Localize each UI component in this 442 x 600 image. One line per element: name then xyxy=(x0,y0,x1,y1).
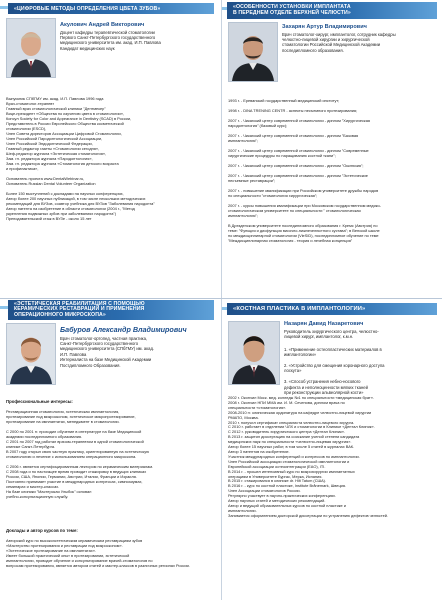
speaker-name: Акулович Андрей Викторович xyxy=(60,22,145,28)
speaker-photo xyxy=(6,18,56,78)
speaker-role: Врач стоматолог-ортопед, частная практика, Санкт-Петербургского государственного медицинского университета (СПбГМУ) им. акад. И.П. Павлова Интерналиста на базе Медицинской Академии Постдипломного Образования. xyxy=(60,335,155,368)
interests-text: Реставрационная стоматология, эстетическая имплантология, протезирование под микроскопом, эстетическое микропротезирование, протезирование на имплантатах, менеджмент в стоматологии. xyxy=(6,409,136,424)
banner-accent xyxy=(0,6,8,9)
topic-item: 3. «Способ устранения небно-носового дефекта и неполноценности мягких тканей при реконструкции альвеолярной кости» xyxy=(284,379,368,395)
topic-title: «ОСОБЕННОСТИ УСТАНОВКИ ИМПЛАНТАТА В ПЕРЕДНЕМ ОТДЕЛЕ ВЕРХНЕЙ ЧЕЛЮСТИ» xyxy=(233,3,351,16)
portrait-icon xyxy=(229,322,279,384)
topic-banner xyxy=(227,303,437,315)
speaker-photo xyxy=(6,323,56,385)
topic-list xyxy=(284,341,438,400)
portrait-icon xyxy=(229,23,277,81)
speaker-info xyxy=(60,22,216,51)
speaker-info xyxy=(284,321,438,401)
speaker-bio: 1993 г. - Ереванский государственный медицинский институт; 1998 г. - DINA TRENING CENTR - аспекты несъемного протезирования; 2007 г. - Чикагский центр современной стоматологии - диплом "Хирургическая пародонтология" (базовый курс); 2007 г. - Чикагский центр современной стоматологии - диплом "Базовая имплантология"; 2007 г. - Чикагский центр современной стоматологии - диплом "Современные хирургические процедуры по наращиванию костной ткани"; 2007 г. - Чикагский центр современной стоматологии - диплом "Окклюзия"; 2007 г. - Чикагский центр современной стоматологии - диплом "Эстетические несъемные реставрации"; 2007 г. - повышение квалификации при Российском университете дружбы народов по специальности "стоматология хирургическая"; 2007 г. - курсы повышения квалификации при Московском государственном медико- стоматологическом университете по специальности " стоматологическая имплантология"; В Дрезденском университете последипломного образования г. Кремс (Австрия) по теме: "Функция и дисфункция височно-нижнечелюстного сустава"; в Венской школе по междисциплинарной стоматологии (VieSID), последипломное обучение по теме "Междисциплинарная стоматология - теория и лечебная концепция" xyxy=(228,98,381,243)
portrait-icon xyxy=(7,19,55,77)
reports-text: Авторский курс по высокоэстетическим керамическим реставрациям зубов «Мастерство протезирования и реставрации под микроскопом». «Эстетическое протезирование на имплантатах». Имеет большой практический опыт в протезировании, эстетической имплантологии, проводит обучение и консультирование врачей-стоматологов по вопросам протезирования, является автором статей и мастер-классов в различных регионах России. xyxy=(6,538,190,568)
speaker-photo xyxy=(228,321,280,385)
speaker-name: Бабуров Александр Владимирович xyxy=(60,325,187,334)
interests-label: Профессиональные интересы: xyxy=(6,399,73,404)
speaker-role: Руководитель хирургического центра, челюстно- лицевой хирург, имплантолог, к.м.н. xyxy=(284,328,379,339)
topic-title: «ЦИФРОВЫЕ МЕТОДЫ ОПРЕДЕЛЕНИЯ ЦВЕТА ЗУБОВ» xyxy=(14,5,161,12)
panel-baburov xyxy=(0,299,221,600)
reports-label: Доклады и автор курсов по теме: xyxy=(6,528,78,533)
panel-nazaryan xyxy=(222,299,442,600)
interests-section xyxy=(6,394,218,429)
topic-item: 2. «Устройство для смещения коронарного доступа лоскута» xyxy=(284,362,385,374)
panel-akulovich xyxy=(0,0,221,298)
topic-title: «КОСТНАЯ ПЛАСТИКА В ИМПЛАНТОЛОГИИ» xyxy=(233,306,366,312)
speaker-bio: 2002 г. Окончил Моск. мед. колледж №1 по специальности «медицинская брат». 2008 г. Окончил НПИ ММА им. И. М. Сеченова, диплом врача по специальности «стоматология». 2008-2010 гг. клиническая ординатура на кафедре челюстно-лицевой хирургии РМАПО, Москва. 2010 г. получил сертификат специалиста челюстно-лицевого хирурга. С 2010 г. работает в отделении ЧЛХ и стоматологии в Клинике «Дентал Клиник». С 2012 г. руководитель хирургического центра «Дентал Клиник». В 2013 г. защитил диссертацию на соискание ученой степени кандидата медицинских наук по специальности «челюстно-лицевая хирургия». Автор более 15 научных работ, в том числе 5 статей в журналах ВАК. Автор 3 патентов на изобретение. Участник международных конференций и конгрессов по имплантологии. Член Российской ассоциации стоматологической имплантологии и Европейской ассоциации остеоинтеграции (EAO), ITI. В 2014 г. - прошел интенсивный курс по микрохирургии имплантатных операциям в Университете Бургас, Мерка, Испания. В 2015 г. стажировался в клинике dr. Hilt Tatum (США). В 2016 г. - курс по костной пластике, Institute Brånemark, Швеция. Член Ассоциации стоматологов России. Регулярно участвует в научно-практических конференциях. Автор научных статей и методических рекомендаций. Автор и ведущий образовательных курсов по костной пластике и имплантологии. Занимается оформлением докторской диссертации по устранению дефектов челюстей. xyxy=(228,396,388,518)
speaker-role: Врач стоматолог-хирург, имплантолог, сотрудник кафедры челюстно-лицевой хирургии и хирургической стоматологии Российской Медицинской Академии последипломного образования. xyxy=(282,31,396,53)
speaker-photo xyxy=(228,22,278,82)
topic-banner xyxy=(8,3,214,14)
topic-banner xyxy=(8,300,214,320)
speaker-name: Захарян Артур Владимирович xyxy=(282,24,367,30)
topic-banner xyxy=(227,2,437,19)
speaker-bio: С 2000 по 2001 гг. проходил обучение в интернатуре на базе Медицинской академии последипломного образования. С 2001 по 2007 год работал врачом-терапевтом в одной стоматологической клинике Санкт-Петербурга. В 2007 году открыл свою частную практику, ориентированную на эстетическую стоматологию и лечение с использованием операционного микроскопа. С 2006 г. является сертифицированным лектором по керамическим материалам. С 2008 года и по настоящее время проводит стажировку в ведущих клиниках России, США, Японии, Германии, Австрии, Италии, Франции и Израиля. Постоянно принимает участие в международных конгрессах, симпозиумах, семинарах и мастер-классах. На базе клиники "Мастерская Улыбок" основал учебно-консультационную службу. xyxy=(6,429,154,499)
topic-title: «ЭСТЕТИЧЕСКАЯ РЕАБИЛИТАЦИЯ С ПОМОЩЬЮ КЕРАМИЧЕСКИХ РЕСТАВРАЦИЙ И ПРИМЕНЕНИЯ ОПЕРАЦИОННОГО МИКРОСКОПА» xyxy=(14,300,145,318)
speaker-info xyxy=(60,325,216,368)
portrait-icon xyxy=(7,324,55,384)
speaker-role: Доцент кафедры терапевтической стоматологии Первого Санкт-Петербургского государственного медицинского университета им. акад. И.П. Павлова Кандидат медицинских наук xyxy=(60,29,161,51)
panel-zakharyan xyxy=(222,0,442,298)
banner-accent xyxy=(0,306,8,309)
topic-item: 1. «Применение остеопластических материалов в имплантологии» xyxy=(284,346,382,358)
speaker-name: Назарян Давид Назаретович xyxy=(284,321,364,327)
reports-section xyxy=(6,523,218,573)
speaker-info xyxy=(282,24,438,53)
speaker-bio: Выпускник СПбГМУ им. акад. И.П. Павлова 1996 года Врач-стоматолог-терапевт Главный врач стоматологической клиники "Дентмекер" Вице-президент «Общества по изучению цвета в стоматологии», Консул Society for Color and Appearance in Dentistry (SCAD) в России, Представитель в России Европейского Общества косметической стоматологии (ESCD), Член Совета директоров Ассоциации Цифровой Стоматологии, Член Российской Пародонтологической Ассоциации, Член Российской Эндодонтической Федерации, Главный редактор газеты «Стоматологии сегодня», Шеф-редактор журнала «Эстетическая стоматология», Зам. гл. редактора журнала «Пародонтология», Зам. гл. редактора журнала «Стоматология детского возраста и профилактика», Основатель проекта www.DentalWebinar.ru, Основатель Russian Dental Volunteer Organization Более 150 выступлений с докладами на научных конференциях, Автор более 200 научных публикаций, в том числе нескольких методических рекомендаций для ВУЗов, соавтор учебника для ВУЗов "Заболевания пародонта" Автор патента на изобретение в области стоматологии (2004 г., "Метод укрепления подвижных зубов при заболеваниях пародонта") Преподавательский стаж в ВУЗе - около 15 лет xyxy=(6,96,155,221)
